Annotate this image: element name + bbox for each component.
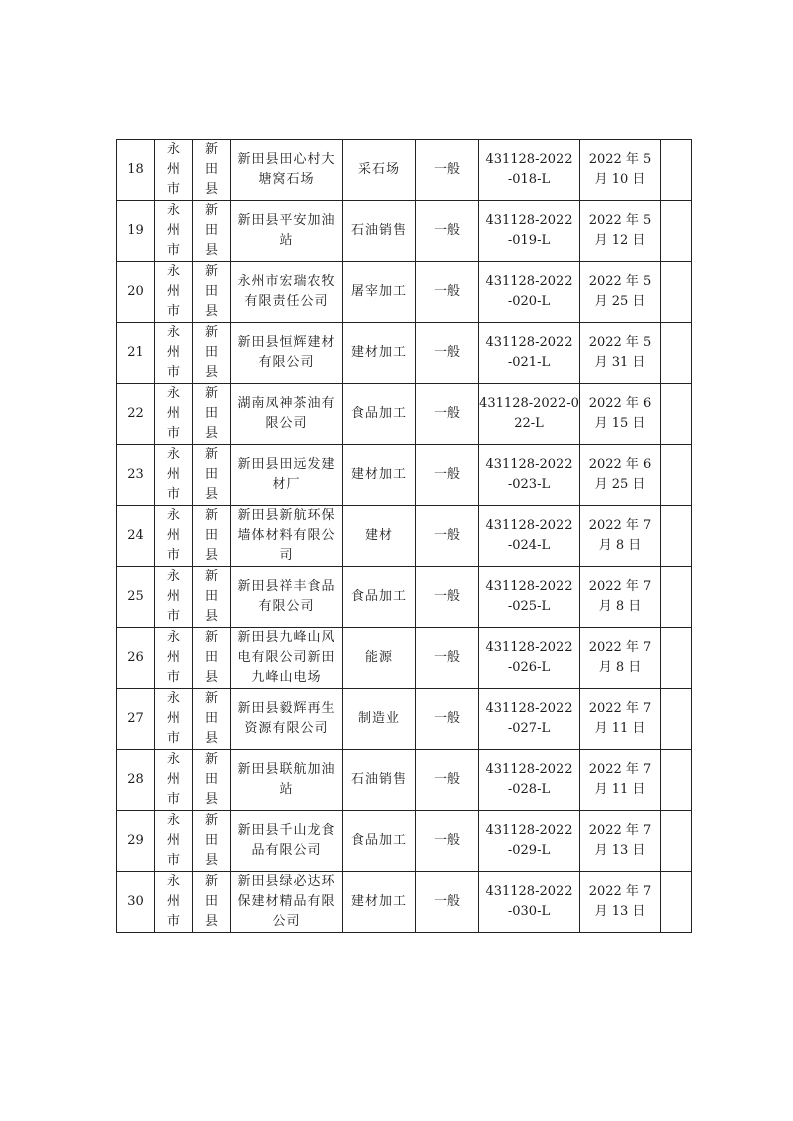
registration-code-text: 431128-2022 -029-L [485,823,573,858]
registration-code-cell [479,811,580,872]
level-text: 一般 [433,345,460,360]
industry-cell [343,445,416,506]
city-text: 永州市 [166,874,180,929]
level-cell [416,506,479,567]
county-text: 新田县 [204,325,218,380]
industry-cell [343,201,416,262]
table-row [117,384,692,445]
industry-cell [343,506,416,567]
row-number-cell [117,445,155,506]
company-name-text: 永州市宏瑞农牧 有限责任公司 [237,274,336,309]
registration-code-cell [479,872,580,933]
date-cell [580,811,661,872]
industry-cell [343,811,416,872]
county-cell [193,201,231,262]
county-cell [193,872,231,933]
company-name-text: 新田县平安加油 站 [237,213,336,248]
industry-text: 食品加工 [350,406,407,421]
county-text: 新田县 [204,203,218,258]
company-name-text: 新田县九峰山风 电有限公司新田 九峰山电场 [237,630,336,685]
registration-code-cell [479,140,580,201]
level-cell [416,750,479,811]
company-name-cell [231,567,343,628]
industry-text: 采石场 [357,162,400,177]
remark-cell [661,567,692,628]
company-name-cell [231,140,343,201]
company-name-text: 新田县祥丰食品 有限公司 [237,579,336,614]
date-text: 2022 年 6 月 25 日 [588,457,652,492]
level-text: 一般 [433,650,460,665]
registration-code-cell [479,262,580,323]
date-cell [580,323,661,384]
county-cell [193,567,231,628]
row-number-cell [117,323,155,384]
row-number-cell [117,384,155,445]
county-cell [193,323,231,384]
row-number-cell [117,567,155,628]
level-text: 一般 [433,833,460,848]
county-text: 新田县 [204,386,218,441]
industry-cell [343,628,416,689]
remark-cell [661,445,692,506]
remark-cell [661,384,692,445]
level-cell [416,445,479,506]
city-text: 永州市 [166,203,180,258]
company-name-cell [231,811,343,872]
industry-text: 石油销售 [350,223,407,238]
row-number-cell [117,201,155,262]
date-text: 2022 年 7 月 8 日 [588,640,652,675]
company-name-cell [231,384,343,445]
city-cell [155,323,193,384]
level-cell [416,201,479,262]
row-number-text: 20 [127,284,144,299]
city-cell [155,384,193,445]
city-text: 永州市 [166,691,180,746]
registration-code-cell [479,201,580,262]
industry-text: 建材 [364,528,393,543]
remark-cell [661,506,692,567]
company-name-cell [231,201,343,262]
company-name-text: 新田县恒辉建材 有限公司 [237,335,336,370]
industry-text: 制造业 [357,711,400,726]
registration-code-cell [479,689,580,750]
date-cell [580,506,661,567]
city-cell [155,567,193,628]
company-name-text: 新田县绿必达环 保建材精品有限 公司 [237,874,336,929]
row-number-text: 27 [127,711,144,726]
date-cell [580,872,661,933]
date-text: 2022 年 7 月 13 日 [588,823,652,858]
county-cell [193,628,231,689]
company-name-cell [231,323,343,384]
city-cell [155,628,193,689]
county-text: 新田县 [204,752,218,807]
industry-text: 建材加工 [350,345,407,360]
date-text: 2022 年 7 月 11 日 [588,762,652,797]
table-row [117,445,692,506]
company-name-cell [231,262,343,323]
level-cell [416,140,479,201]
remark-cell [661,140,692,201]
row-number-text: 22 [127,406,144,421]
city-text: 永州市 [166,569,180,624]
row-number-text: 28 [127,772,144,787]
industry-text: 石油销售 [350,772,407,787]
row-number-cell [117,811,155,872]
date-cell [580,201,661,262]
city-text: 永州市 [166,325,180,380]
county-text: 新田县 [204,264,218,319]
registration-code-text: 431128-2022 -023-L [485,457,573,492]
remark-cell [661,689,692,750]
registration-code-text: 431128-2022-0 22-L [479,396,579,431]
industry-text: 建材加工 [350,467,407,482]
row-number-text: 21 [127,345,144,360]
level-text: 一般 [433,406,460,421]
date-text: 2022 年 7 月 13 日 [588,884,652,919]
level-text: 一般 [433,894,460,909]
city-text: 永州市 [166,752,180,807]
city-cell [155,872,193,933]
county-cell [193,140,231,201]
table-row [117,811,692,872]
remark-cell [661,811,692,872]
registration-code-text: 431128-2022 -021-L [485,335,573,370]
registration-code-cell [479,323,580,384]
industry-text: 建材加工 [350,894,407,909]
level-text: 一般 [433,528,460,543]
row-number-text: 29 [127,833,144,848]
table-row [117,323,692,384]
industry-cell [343,384,416,445]
industry-text: 能源 [364,650,393,665]
company-name-cell [231,445,343,506]
county-text: 新田县 [204,142,218,197]
registration-code-text: 431128-2022 -030-L [485,884,573,919]
level-cell [416,262,479,323]
company-name-cell [231,750,343,811]
date-cell [580,445,661,506]
row-number-cell [117,689,155,750]
remark-cell [661,628,692,689]
level-cell [416,384,479,445]
city-cell [155,140,193,201]
city-cell [155,445,193,506]
company-name-text: 新田县千山龙食 品有限公司 [237,823,336,858]
city-cell [155,750,193,811]
company-name-cell [231,872,343,933]
industry-cell [343,689,416,750]
level-cell [416,811,479,872]
row-number-cell [117,750,155,811]
table-row [117,872,692,933]
registration-table [116,139,692,933]
county-cell [193,689,231,750]
table-row [117,140,692,201]
company-name-text: 新田县联航加油 站 [237,762,336,797]
company-name-text: 湖南凤神茶油有 限公司 [237,396,336,431]
date-cell [580,567,661,628]
table-row [117,628,692,689]
registration-code-text: 431128-2022 -020-L [485,274,573,309]
date-cell [580,689,661,750]
table-body [117,140,692,933]
level-text: 一般 [433,589,460,604]
industry-cell [343,750,416,811]
industry-text: 屠宰加工 [350,284,407,299]
registration-code-cell [479,506,580,567]
row-number-cell [117,872,155,933]
date-cell [580,262,661,323]
row-number-text: 26 [127,650,144,665]
level-cell [416,689,479,750]
company-name-text: 新田县田心村大 塘窝石场 [237,152,336,187]
industry-cell [343,567,416,628]
county-text: 新田县 [204,813,218,868]
company-name-text: 新田县新航环保 墙体材料有限公 司 [237,508,336,563]
row-number-text: 18 [127,162,144,177]
row-number-text: 19 [127,223,144,238]
registration-code-cell [479,567,580,628]
registration-code-text: 431128-2022 -025-L [485,579,573,614]
row-number-cell [117,262,155,323]
level-cell [416,323,479,384]
registration-code-text: 431128-2022 -028-L [485,762,573,797]
company-name-text: 新田县田远发建 材厂 [237,457,336,492]
date-text: 2022 年 5 月 25 日 [588,274,652,309]
level-text: 一般 [433,284,460,299]
city-text: 永州市 [166,264,180,319]
table-row [117,262,692,323]
city-text: 永州市 [166,386,180,441]
date-text: 2022 年 7 月 8 日 [588,579,652,614]
industry-cell [343,140,416,201]
registration-code-cell [479,750,580,811]
city-cell [155,262,193,323]
level-cell [416,872,479,933]
company-name-cell [231,506,343,567]
county-text: 新田县 [204,874,218,929]
row-number-cell [117,506,155,567]
county-cell [193,262,231,323]
county-text: 新田县 [204,630,218,685]
county-cell [193,445,231,506]
date-cell [580,384,661,445]
city-text: 永州市 [166,447,180,502]
table-row [117,750,692,811]
industry-cell [343,872,416,933]
row-number-text: 30 [127,894,144,909]
registration-code-cell [479,384,580,445]
remark-cell [661,201,692,262]
company-name-cell [231,628,343,689]
registration-code-cell [479,445,580,506]
table-row [117,201,692,262]
industry-cell [343,262,416,323]
date-text: 2022 年 7 月 11 日 [588,701,652,736]
company-name-cell [231,689,343,750]
date-text: 2022 年 6 月 15 日 [588,396,652,431]
registration-code-text: 431128-2022 -018-L [485,152,573,187]
level-text: 一般 [433,711,460,726]
level-cell [416,567,479,628]
level-text: 一般 [433,772,460,787]
row-number-text: 24 [127,528,144,543]
date-text: 2022 年 7 月 8 日 [588,518,652,553]
company-name-text: 新田县毅辉再生 资源有限公司 [237,701,336,736]
city-cell [155,689,193,750]
city-text: 永州市 [166,508,180,563]
city-cell [155,201,193,262]
county-cell [193,384,231,445]
date-text: 2022 年 5 月 31 日 [588,335,652,370]
level-cell [416,628,479,689]
county-text: 新田县 [204,569,218,624]
registration-code-text: 431128-2022 -027-L [485,701,573,736]
registration-code-text: 431128-2022 -019-L [485,213,573,248]
date-text: 2022 年 5 月 10 日 [588,152,652,187]
industry-text: 食品加工 [350,589,407,604]
city-cell [155,811,193,872]
level-text: 一般 [433,223,460,238]
table-row [117,567,692,628]
table-row [117,506,692,567]
county-cell [193,506,231,567]
registration-code-text: 431128-2022 -024-L [485,518,573,553]
registration-code-text: 431128-2022 -026-L [485,640,573,675]
industry-text: 食品加工 [350,833,407,848]
county-text: 新田县 [204,508,218,563]
date-cell [580,628,661,689]
county-text: 新田县 [204,691,218,746]
date-text: 2022 年 5 月 12 日 [588,213,652,248]
remark-cell [661,872,692,933]
county-cell [193,750,231,811]
remark-cell [661,262,692,323]
date-cell [580,750,661,811]
row-number-text: 23 [127,467,144,482]
remark-cell [661,750,692,811]
industry-cell [343,323,416,384]
table-row [117,689,692,750]
city-text: 永州市 [166,630,180,685]
city-text: 永州市 [166,813,180,868]
city-cell [155,506,193,567]
row-number-cell [117,628,155,689]
date-cell [580,140,661,201]
row-number-text: 25 [127,589,144,604]
city-text: 永州市 [166,142,180,197]
county-cell [193,811,231,872]
county-text: 新田县 [204,447,218,502]
registration-code-cell [479,628,580,689]
remark-cell [661,323,692,384]
level-text: 一般 [433,467,460,482]
row-number-cell [117,140,155,201]
level-text: 一般 [433,162,460,177]
